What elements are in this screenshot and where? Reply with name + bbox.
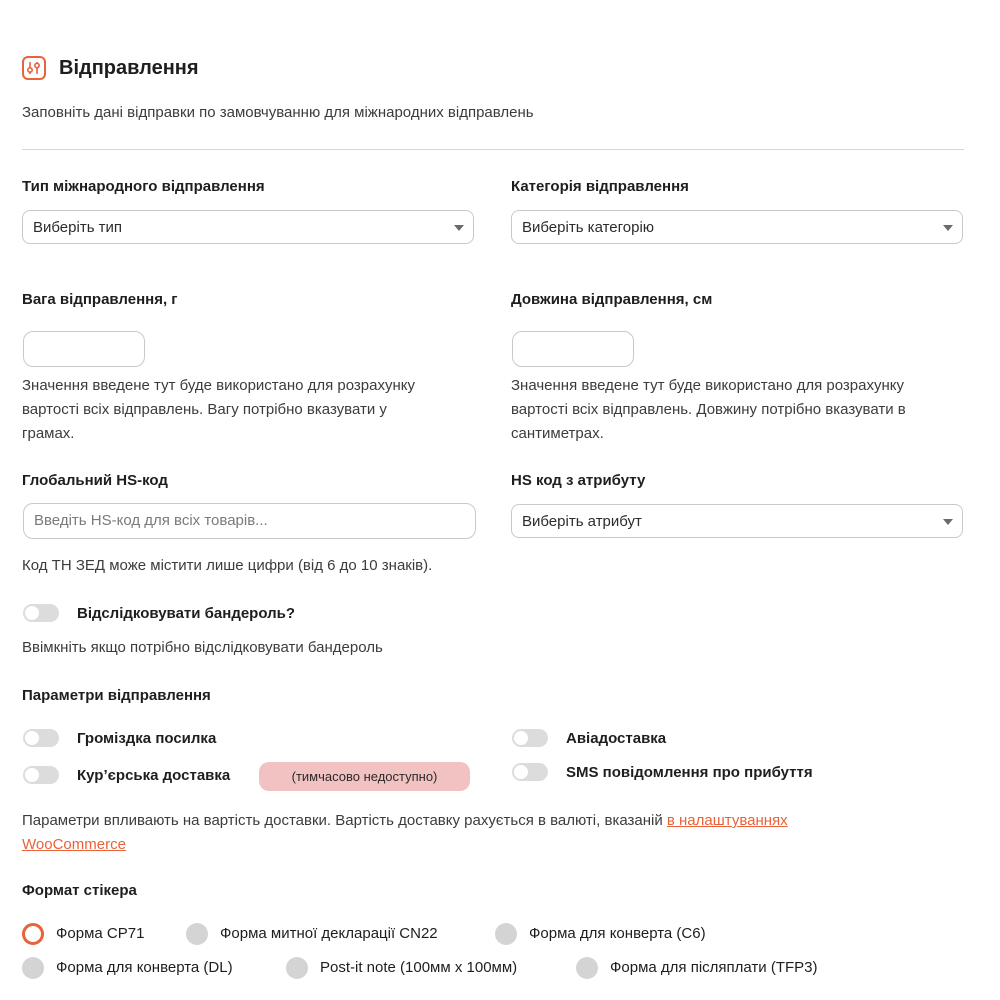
air-toggle[interactable] — [512, 729, 548, 747]
settings-link[interactable]: в налаштуваннях — [666, 812, 788, 829]
chevron-down-icon — [943, 519, 953, 525]
courier-label: Кур’єрська доставка — [77, 767, 231, 784]
radio-label: Форма митної декларації CN22 — [220, 925, 438, 942]
weight-help — [22, 374, 415, 446]
category-select[interactable] — [511, 210, 963, 244]
hs-global-help: Код ТН ЗЕД може містити лише цифри (від 6 до 10 знаків). — [22, 557, 433, 574]
hs-attribute-select[interactable] — [511, 504, 963, 538]
bulky-toggle[interactable] — [23, 729, 59, 747]
bulky-label: Громіздка посилка — [77, 730, 217, 747]
radio-label: Форма CP71 — [56, 925, 145, 942]
courier-toggle[interactable] — [23, 766, 59, 784]
sticker-title: Формат стікера — [22, 882, 137, 899]
hs-global-label: Глобальний HS-код — [22, 472, 168, 489]
international-type-value: Виберіть тип — [33, 219, 123, 236]
length-help-line: Значення введене тут буде використано для розрахунку — [511, 377, 905, 394]
length-help-line: сантиметрах. — [511, 425, 604, 442]
length-label: Довжина відправлення, см — [511, 291, 713, 308]
weight-help-line: Значення введене тут буде використано для розрахунку — [22, 377, 416, 394]
params-note — [22, 809, 922, 857]
international-type-select[interactable] — [22, 210, 474, 244]
sms-toggle[interactable] — [512, 763, 548, 781]
params-note-text: Параметри впливають на вартість доставки. Вартість доставку рахується в валюті, вказаній — [22, 812, 667, 829]
page-title: Відправлення — [59, 56, 199, 79]
weight-input[interactable] — [23, 331, 145, 367]
unavailable-badge: (тимчасово недоступно) — [259, 762, 470, 791]
tracking-help: Ввімкніть якщо потрібно відслідковувати бандероль — [22, 639, 383, 656]
chevron-down-icon — [943, 225, 953, 231]
weight-help-line: грамах. — [22, 425, 75, 442]
hs-attribute-value: Виберіть атрибут — [522, 513, 642, 530]
woocommerce-link[interactable]: WooCommerce — [22, 836, 126, 853]
category-value: Виберіть категорію — [522, 219, 655, 236]
radio-label: Форма для конверта (C6) — [529, 925, 706, 942]
sliders-icon — [22, 56, 46, 80]
divider — [22, 149, 964, 150]
section-subtitle: Заповніть дані відправки по замовчуванню для міжнародних відправлень — [22, 104, 534, 121]
radio-dl[interactable] — [22, 957, 44, 979]
radio-c6[interactable] — [495, 923, 517, 945]
radio-tfp3[interactable] — [576, 957, 598, 979]
international-type-label: Тип міжнародного відправлення — [22, 178, 265, 195]
radio-cp71[interactable] — [22, 923, 44, 945]
length-help-line: вартості всіх відправлень. Довжину потрібно вказувати в — [511, 401, 906, 418]
air-label: Авіадоставка — [566, 730, 667, 747]
params-title: Параметри відправлення — [22, 687, 211, 704]
hs-global-input[interactable] — [23, 503, 476, 539]
radio-post-it[interactable] — [286, 957, 308, 979]
tracking-label: Відслідковувати бандероль? — [77, 605, 296, 622]
weight-help-line: вартості всіх відправлень. Вагу потрібно вказувати у — [22, 401, 387, 418]
radio-label: Форма для конверта (DL) — [56, 959, 233, 976]
length-help — [511, 374, 906, 446]
chevron-down-icon — [454, 225, 464, 231]
radio-cn22[interactable] — [186, 923, 208, 945]
sms-label: SMS повідомлення про прибуття — [566, 764, 813, 781]
hs-global-placeholder: Введіть HS-код для всіх товарів... — [34, 512, 268, 529]
section-header — [22, 56, 199, 80]
radio-label: Post-it note (100мм x 100мм) — [320, 959, 518, 976]
radio-label: Форма для післяплати (TFP3) — [610, 959, 818, 976]
tracking-toggle[interactable] — [23, 604, 59, 622]
hs-attribute-label: HS код з атрибуту — [511, 472, 646, 489]
category-label: Категорія відправлення — [511, 178, 689, 195]
weight-label: Вага відправлення, г — [22, 291, 178, 308]
length-input[interactable] — [512, 331, 634, 367]
